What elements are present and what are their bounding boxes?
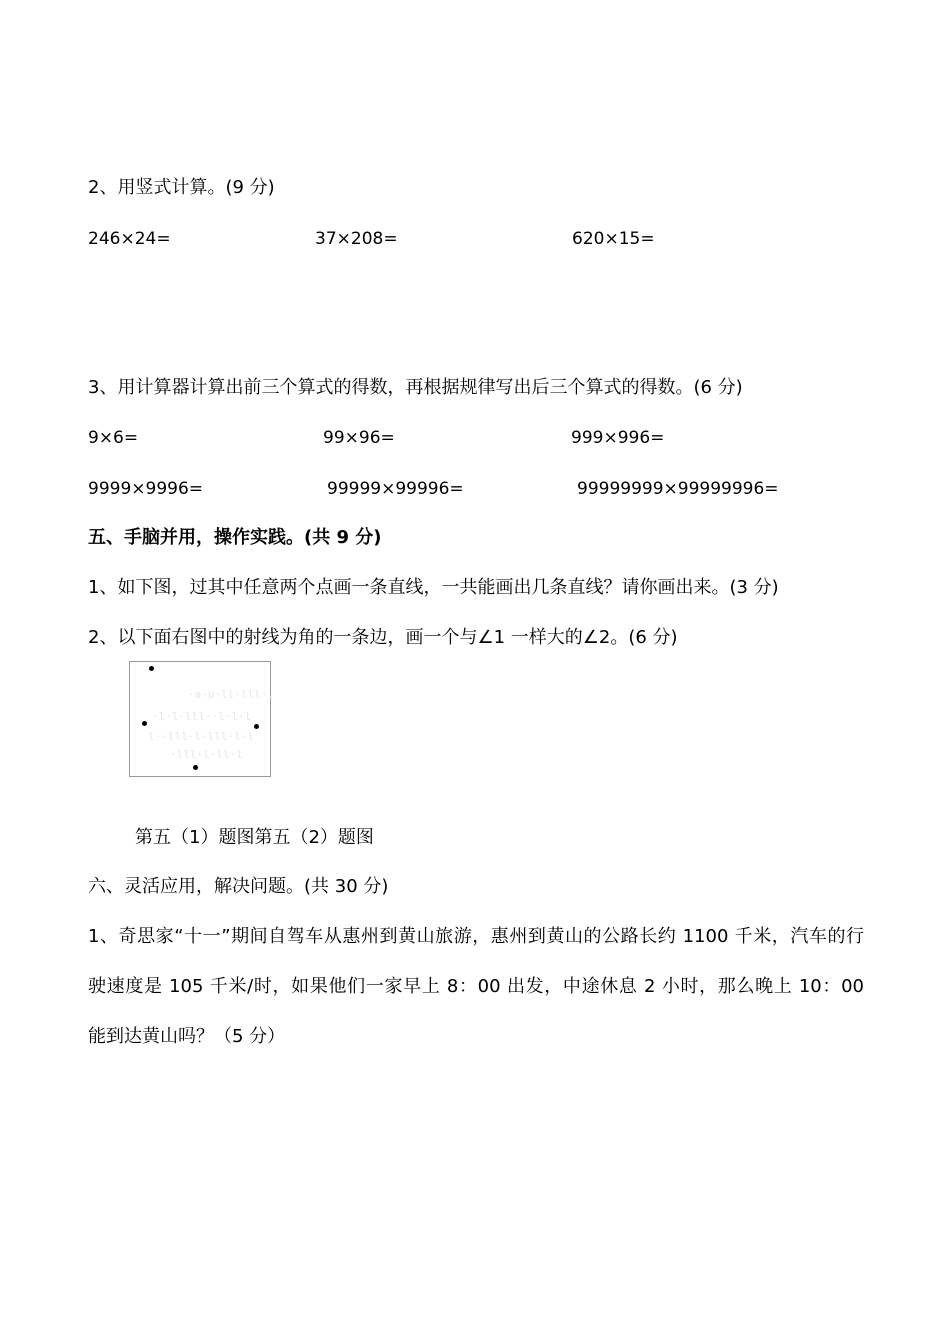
part5-question-1: 1、如下图，过其中任意两个点画一条直线，一共能画出几条直线？请你画出来。(3 分) xyxy=(88,577,779,598)
section2-heading: 2、用竖式计算。(9 分) xyxy=(88,177,275,198)
pattern-problem-5: 99999×99996= xyxy=(327,479,464,499)
part6-question-1-line-1: 1、奇思家“十一”期间自驾车从惠州到黄山旅游，惠州到黄山的公路长约 1100 千米，汽车的行 xyxy=(88,926,864,947)
pattern-problem-4: 9999×9996= xyxy=(88,479,204,499)
four-points-figure: ·a·u·ll·lll·. ·l·l·lll··l·l·l l··lll·l·lll·l·l ·lll·l·ll·l xyxy=(129,661,271,777)
calc-problem-2: 37×208= xyxy=(315,229,398,249)
point-top xyxy=(149,666,154,671)
part6-question-1-line-2: 驶速度是 105 千米/时，如果他们一家早上 8：00 出发，中途休息 2 小时，那么晚上 10：00 xyxy=(88,976,864,997)
point-bottom xyxy=(193,765,198,770)
part6-heading: 六、灵活应用，解决问题。(共 30 分) xyxy=(88,876,389,897)
section3-heading: 3、用计算器计算出前三个算式的得数，再根据规律写出后三个算式的得数。(6 分) xyxy=(88,377,743,398)
part6-question-1-line-3: 能到达黄山吗？（5 分） xyxy=(88,1026,286,1047)
point-right xyxy=(254,724,259,729)
figure-caption: 第五（1）题图第五（2）题图 xyxy=(135,827,374,848)
pattern-problem-6: 99999999×99999996= xyxy=(577,479,779,499)
pattern-problem-1: 9×6= xyxy=(88,428,139,448)
pattern-problem-2: 99×96= xyxy=(323,428,395,448)
part5-heading: 五、手脑并用，操作实践。(共 9 分) xyxy=(88,527,382,548)
point-left xyxy=(142,721,147,726)
calc-problem-1: 246×24= xyxy=(88,229,171,249)
part5-question-2: 2、以下面右图中的射线为角的一条边，画一个与∠1 一样大的∠2。(6 分) xyxy=(88,627,678,648)
pattern-problem-3: 999×996= xyxy=(571,428,665,448)
calc-problem-3: 620×15= xyxy=(572,229,655,249)
